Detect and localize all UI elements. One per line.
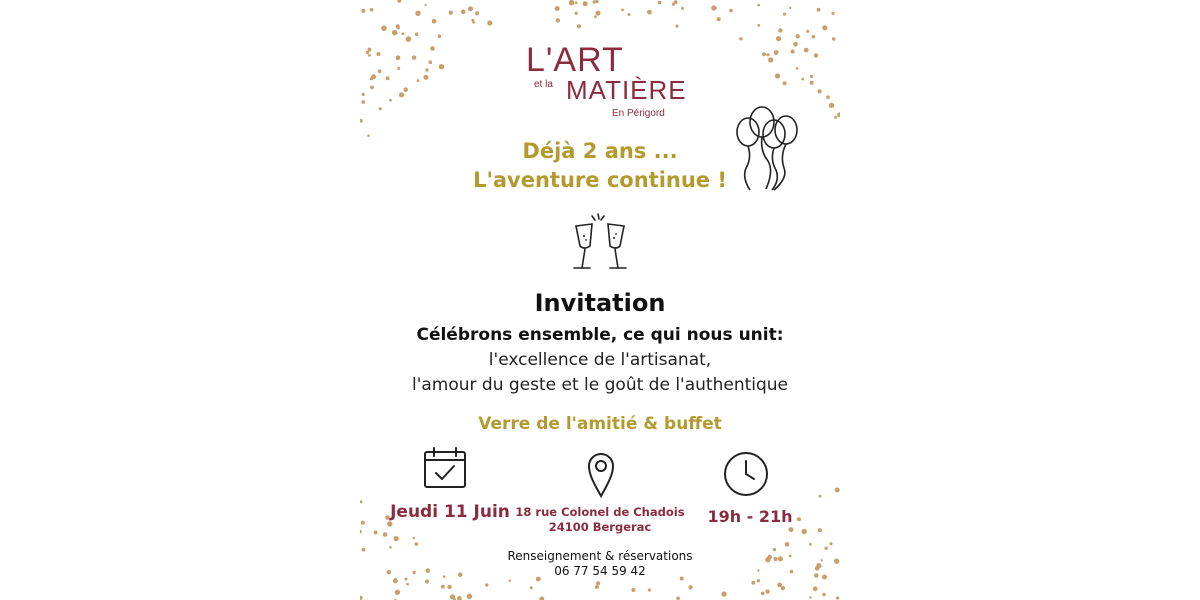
confetti-dot (778, 28, 782, 32)
confetti-dot (796, 34, 800, 38)
confetti-dot (575, 12, 578, 15)
confetti-dot (361, 9, 365, 13)
confetti-dot (425, 579, 429, 583)
confetti-dot (818, 528, 822, 532)
confetti-dot (394, 536, 399, 541)
confetti-dot (813, 586, 818, 591)
confetti-dot (415, 11, 420, 16)
confetti-dot (583, 1, 588, 6)
clock-icon (722, 450, 770, 498)
confetti-dot (472, 21, 475, 24)
address-line2: 24100 Bergerac (548, 520, 652, 534)
confetti-dot (432, 19, 437, 24)
confetti-dot (757, 4, 760, 7)
confetti-dot (757, 24, 760, 27)
confetti-dot (596, 581, 600, 585)
confetti-dot (402, 32, 405, 35)
confetti-dot (802, 529, 807, 534)
logo-line2: MATIÈRE (566, 75, 687, 105)
confetti-dot (389, 546, 392, 549)
confetti-dot (785, 542, 790, 547)
confetti-dot (773, 548, 776, 551)
confetti-dot (688, 585, 692, 589)
event-address (510, 505, 690, 535)
confetti-dot (379, 107, 382, 110)
confetti-dot (819, 495, 822, 498)
confetti-dot (834, 559, 839, 564)
confetti-dot (781, 586, 785, 590)
confetti-dot (796, 67, 799, 70)
confetti-dot (790, 570, 794, 574)
confetti-dot (775, 73, 780, 78)
confetti-dot (397, 67, 400, 70)
confetti-dot (487, 20, 492, 25)
confetti-dot (774, 50, 779, 55)
confetti-dot (467, 594, 473, 600)
confetti-dot (429, 60, 433, 64)
confetti-dot (406, 36, 412, 42)
confetti-dot (766, 53, 769, 56)
confetti-dot (406, 583, 409, 586)
confetti-dot (468, 6, 473, 11)
confetti-dot (447, 585, 451, 589)
confetti-dot (415, 542, 419, 546)
confetti-dot (458, 572, 463, 577)
confetti-dot (593, 0, 597, 4)
confetti-dot (439, 64, 444, 69)
confetti-dot (457, 596, 462, 600)
confetti-dot (430, 46, 435, 51)
confetti-dot (777, 583, 782, 588)
confetti-dot (596, 11, 601, 16)
confetti-dot (762, 52, 766, 56)
confetti-dot (360, 119, 363, 123)
confetti-dot (647, 10, 652, 15)
confetti-dot (443, 575, 446, 578)
confetti-dot (397, 0, 401, 3)
confetti-dot (711, 5, 716, 10)
confetti-dot (594, 15, 597, 18)
confetti-dot (403, 87, 408, 92)
confetti-dot (836, 596, 839, 599)
logo-region: En Périgord (612, 108, 665, 119)
confetti-dot (399, 92, 404, 97)
confetti-dot (368, 54, 371, 57)
confetti-dot (822, 575, 827, 580)
confetti-dot (405, 578, 408, 581)
confetti-dot (676, 597, 680, 600)
confetti-dot (386, 76, 390, 80)
location-pin-icon (587, 452, 615, 498)
confetti-dot (825, 547, 828, 550)
confetti-dot (814, 573, 819, 578)
confetti-dot (378, 69, 382, 73)
confetti-dot (806, 30, 809, 33)
confetti-dot (822, 593, 826, 597)
confetti-dot (829, 542, 832, 545)
confetti-dot (539, 597, 544, 600)
confetti-dot (425, 68, 428, 71)
confetti-dot (773, 557, 777, 561)
contact-label: Renseignement & réservations (507, 549, 693, 563)
confetti-dot (371, 74, 376, 79)
address-line1: 18 rue Colonel de Chadois (515, 505, 685, 519)
confetti-dot (412, 571, 415, 574)
confetti-dot (675, 25, 678, 28)
confetti-dot (360, 596, 363, 600)
headline-line2: L'aventure continue ! (473, 168, 727, 192)
confetti-dot (509, 580, 511, 582)
confetti-dot (837, 112, 840, 117)
confetti-dot (370, 8, 374, 12)
invitation-body-line2: l'amour du geste et le goût de l'authentique (411, 375, 789, 395)
confetti-dot (361, 100, 365, 104)
confetti-dot (681, 7, 684, 10)
confetti-dot (530, 586, 533, 589)
confetti-dot (761, 592, 765, 596)
invitation-body-line1: l'excellence de l'artisanat, (488, 350, 712, 370)
confetti-dot (412, 537, 415, 540)
confetti-dot (389, 99, 392, 102)
contact-block (480, 549, 720, 579)
invitation-lead: Célébrons ensemble, ce qui nous unit: (416, 325, 784, 345)
confetti-dot (767, 555, 772, 560)
confetti-dot (776, 36, 781, 41)
confetti-dot (387, 570, 391, 574)
confetti-dot (804, 48, 809, 53)
confetti-dot (395, 590, 400, 595)
confetti-dot (717, 17, 721, 21)
confetti-dot (381, 25, 387, 31)
confetti-dot (815, 566, 820, 571)
confetti-dot (721, 591, 726, 596)
confetti-dot (438, 34, 442, 38)
confetti-dot (425, 568, 430, 573)
confetti-dot (423, 75, 428, 80)
confetti-dot (362, 548, 366, 552)
confetti-dot (377, 52, 381, 56)
confetti-dot (834, 116, 837, 119)
confetti-dot (658, 1, 662, 5)
confetti-dot (783, 13, 786, 16)
event-date: Jeudi 11 Juin (390, 502, 510, 522)
confetti-dot (449, 11, 453, 15)
confetti-dot (577, 24, 581, 28)
confetti-dot (415, 32, 419, 36)
confetti-dot (835, 488, 840, 493)
calendar-icon (422, 446, 468, 490)
logo-small: et la (534, 79, 553, 90)
confetti-dot (757, 579, 760, 582)
confetti-dot (783, 81, 787, 85)
confetti-dot (361, 521, 365, 525)
confetti-dot (778, 556, 783, 561)
confetti-dot (424, 4, 426, 6)
confetti-dot (791, 49, 795, 53)
confetti-dot (383, 532, 388, 537)
logo-line1: L'ART (526, 41, 624, 79)
confetti-dot (648, 588, 651, 591)
confetti-dot (765, 589, 769, 593)
confetti-dot (397, 26, 400, 29)
confetti-dot (396, 55, 401, 60)
confetti-dot (810, 81, 814, 85)
confetti-dot (801, 78, 804, 81)
headline-line1: Déjà 2 ans ... (522, 139, 678, 163)
confetti-dot (789, 555, 792, 558)
confetti-dot (393, 579, 398, 584)
confetti-dot (485, 583, 488, 586)
contact-phone: 06 77 54 59 42 (554, 564, 646, 578)
confetti-dot (809, 543, 812, 546)
confetti-dot (370, 86, 374, 90)
confetti-dot (822, 25, 827, 30)
confetti-dot (812, 35, 816, 39)
confetti-dot (826, 95, 830, 99)
confetti-dot (412, 55, 416, 59)
confetti-dot (814, 53, 818, 57)
confetti-dot (751, 581, 755, 585)
invitation-card (360, 0, 840, 600)
confetti-dot (631, 588, 635, 592)
confetti-dot (821, 559, 823, 561)
confetti-dot (768, 57, 773, 62)
confetti-dot (672, 3, 675, 6)
confetti-dot (360, 530, 362, 533)
confetti-dot (729, 9, 733, 13)
confetti-dot (832, 37, 836, 41)
confetti-dot (569, 0, 575, 6)
confetti-dot (360, 500, 362, 503)
confetti-dot (809, 596, 811, 598)
confetti-dot (628, 13, 631, 16)
confetti-dot (441, 585, 445, 589)
confetti-dot (595, 585, 599, 589)
brand-logo (520, 40, 687, 124)
champagne-glasses-icon (566, 210, 634, 276)
confetti-dot (575, 1, 578, 4)
confetti-dot (395, 32, 398, 35)
confetti-dot (793, 42, 798, 47)
confetti-dot (556, 18, 560, 22)
confetti-dot (829, 103, 834, 108)
confetti-dot (362, 93, 365, 96)
confetti-dot (555, 6, 560, 11)
confetti-dot (621, 9, 624, 12)
event-time: 19h - 21h (707, 507, 793, 526)
invitation-title: Invitation (534, 289, 666, 317)
confetti-dot (757, 569, 759, 571)
confetti-dot (417, 79, 420, 82)
confetti-dot (810, 75, 813, 78)
confetti-dot (789, 7, 791, 9)
confetti-dot (374, 531, 378, 535)
confetti-dot (367, 48, 371, 52)
drink-buffet-text: Verre de l'amitié & buffet (478, 414, 722, 434)
confetti-dot (818, 89, 822, 93)
confetti-dot (817, 8, 821, 12)
confetti-dot (461, 10, 466, 15)
confetti-dot (475, 11, 479, 15)
confetti-dot (739, 37, 742, 40)
confetti-dot (832, 12, 835, 15)
